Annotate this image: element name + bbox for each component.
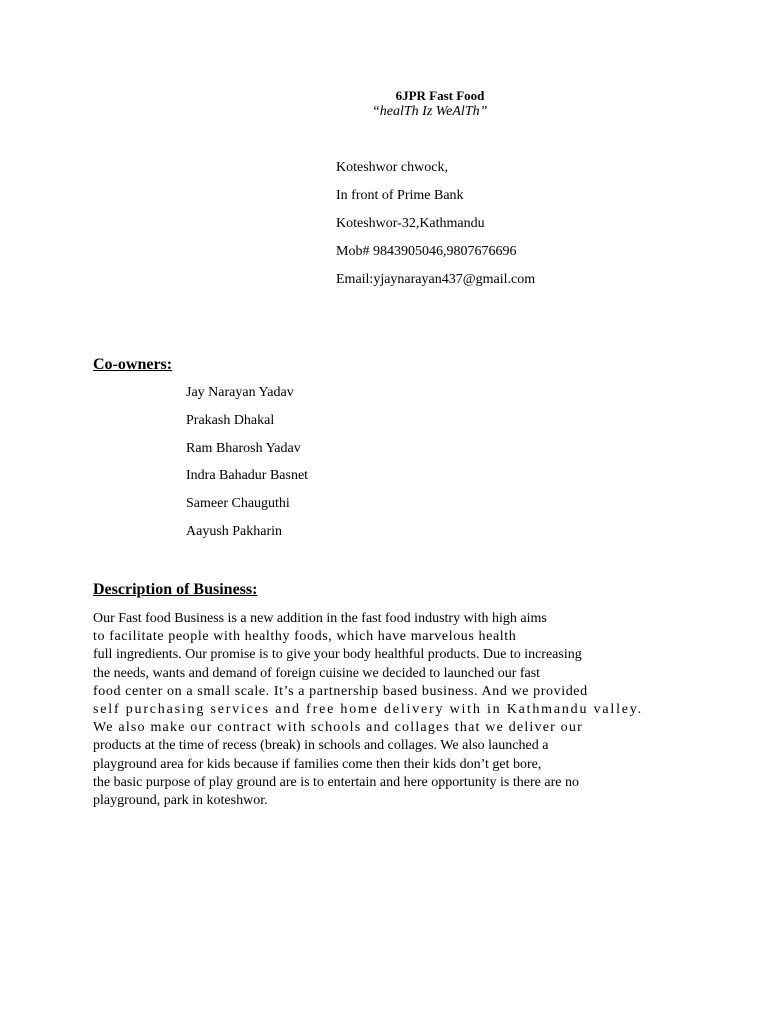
description-line: products at the time of recess (break) in schools and collages. We also launched a: [93, 738, 549, 754]
coowners-list: [186, 383, 308, 550]
description-line: to facilitate people with healthy foods, which have marvelous health: [93, 629, 517, 645]
description-line: the basic purpose of play ground are is to entertain and here opportunity is there are no: [93, 774, 579, 790]
coowner-name: Prakash Dhakal: [186, 412, 275, 428]
address-email: Email:yjaynarayan437@gmail.com: [336, 272, 536, 287]
description-line: food center on a small scale. It’s a partnership based business. And we provided: [93, 683, 588, 699]
description-line: We also make our contract with schools and collages that we deliver our: [93, 720, 583, 736]
description-line: Our Fast food Business is a new addition in the fast food industry with high aims: [93, 611, 547, 626]
coowners-heading: Co-owners:: [93, 356, 173, 373]
coowner-name: Indra Bahadur Basnet: [186, 468, 309, 484]
address-street: Koteshwor chwock,: [336, 160, 448, 175]
description-line: full ingredients. Our promise is to give your body healthful products. Due to increasing: [93, 647, 582, 663]
address-block: [336, 158, 535, 298]
coowner-name: Jay Narayan Yadav: [186, 385, 294, 400]
coowner-name: Aayush Pakharin: [186, 523, 283, 539]
address-landmark: In front of Prime Bank: [336, 188, 464, 203]
description-line: playground area for kids because if families come then their kids don’t get bore,: [93, 756, 542, 772]
coowner-name: Ram Bharosh Yadav: [186, 440, 301, 456]
description-paragraph: [93, 610, 673, 810]
business-name: 6JPR Fast Food: [395, 88, 485, 103]
coowner-name: Sameer Chauguthi: [186, 496, 290, 512]
description-line: self purchasing services and free home delivery with in Kathmandu valley.: [93, 701, 643, 717]
address-phone: Mob# 9843905046,9807676696: [336, 244, 517, 259]
business-tagline: “healTh Iz WeAlTh”: [372, 104, 488, 119]
address-city: Koteshwor-32,Kathmandu: [336, 216, 485, 231]
description-heading: Description of Business:: [93, 581, 258, 598]
description-line: the needs, wants and demand of foreign cuisine we decided to launched our fast: [93, 665, 541, 681]
description-line: playground, park in koteshwor.: [93, 792, 268, 808]
